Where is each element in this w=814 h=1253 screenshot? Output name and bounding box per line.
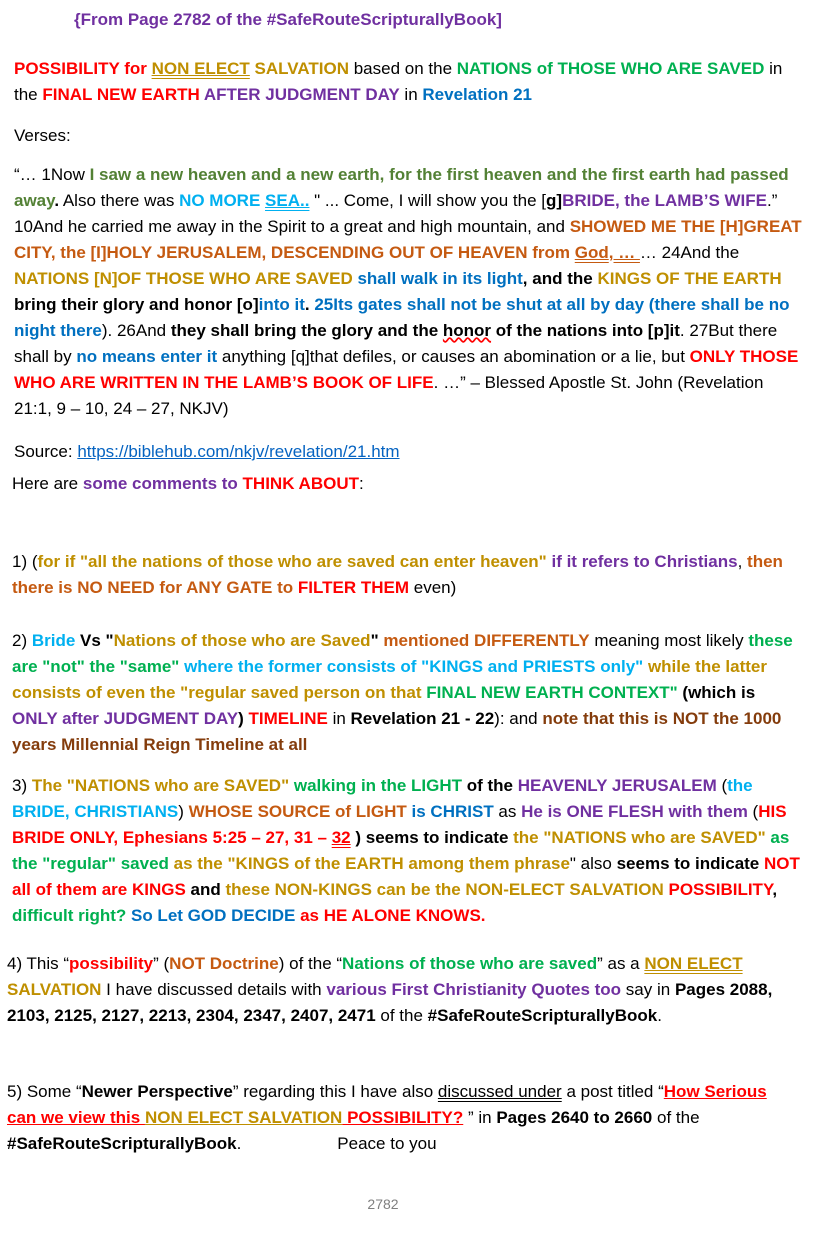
point-part: mentioned DIFFERENTLY [383,631,590,650]
point-part: " also [569,854,617,873]
verse-part: it [669,321,680,340]
point-part: 2) [12,631,32,650]
point-part: 5) Some “ [7,1082,82,1101]
point-part: , [772,880,778,899]
verse-part: BRIDE, the LAMB’S WIFE [562,191,768,210]
point-part: WHOSE SOURCE of LIGHT [188,802,407,821]
point-part: if it refers to Christians [546,552,738,571]
point-part: difficult right? [12,906,131,925]
verse-part: God [574,243,609,262]
verse-part: of the nations into [p] [491,321,670,340]
point-part: HEAVENLY JERUSALEM [517,776,717,795]
verse-part: ONLY THOSE WHO ARE WRITTEN IN THE LAMB’S BOOK OF LIFE [14,347,799,392]
point-part: #SafeRouteScripturallyBook [427,1006,658,1025]
point-part: seems to indicate [365,828,514,847]
point-part: He is ONE FLESH with them [521,802,748,821]
point-part: 4) This “ [7,954,70,973]
point-part: these NON-KINGS can be the NON-ELECT SALVATION [225,880,664,899]
point-part: Pages 2640 to 2660 [496,1108,653,1127]
point-part: Bride [31,631,76,650]
point-part: then there is NO NEED for ANY GATE to [12,552,783,597]
point-part: So Let GOD DECIDE [130,906,296,925]
point-part: The "NATIONS who are SAVED" [31,776,290,795]
title-part: SALVATION [249,59,349,78]
page-number: 2782 [367,1196,399,1212]
point-part: the BRIDE, CHRISTIANS [12,776,753,821]
point-part: even) [409,578,457,597]
point-2 [12,628,802,758]
point-part: ONLY after JUDGMENT DAY [12,709,239,728]
title-part: AFTER JUDGMENT DAY [199,85,400,104]
verse-part: Also there was [59,191,180,210]
point-part: ” ( [153,954,170,973]
point-part: Revelation 21 - 22 [350,709,495,728]
verse-part: . [304,295,315,314]
point-part: say in [621,980,675,999]
point-part: note that this is NOT the 1000 years Millennial Reign Timeline at all [12,709,782,754]
verse-part: anything [q]that defiles, or causes an abomination or a lie, but [217,347,690,366]
title-part: FINAL NEW EARTH [42,85,200,104]
point-5 [7,1079,797,1157]
point-part: ( [716,776,728,795]
point-part: ) [178,802,189,821]
point-part: NOT all of them are KINGS [12,854,800,899]
point-part: #SafeRouteScripturallyBook [7,1134,237,1153]
point-part: FINAL NEW EARTH CONTEXT" [426,683,678,702]
verse-part: shall walk in its light [352,269,523,288]
point-part: a post titled “ [561,1082,664,1101]
point-part: Nations of those who are saved [342,954,598,973]
point-part: NOT Doctrine [169,954,279,973]
verse-part: ). 26And [101,321,171,340]
point-part: Vs " [75,631,114,650]
comments-part: some comments to [82,474,243,493]
point-part: TIMELINE [248,709,328,728]
point-part: in [327,709,351,728]
point-part: NON ELECT SALVATION [144,1108,343,1127]
point-part: Nations of those who are Saved [113,631,371,650]
header-note: {From Page 2782 of the #SafeRouteScripturallyBook] [74,10,502,29]
point-part: ” regarding this I have also [232,1082,438,1101]
point-part: ” as a [597,954,645,973]
point-part: I have discussed details with [101,980,327,999]
verse-part: " ... Come, I will show you the [ [309,191,547,210]
point-1 [12,549,802,601]
verse-part: , … [608,243,640,262]
comments-part: : [359,474,364,493]
point-part: . [657,1006,662,1025]
point-part: as HE ALONE KNOWS. [295,906,486,925]
comments-part: Here are [12,474,83,493]
point-4 [7,951,797,1029]
verse-part: [o] [232,295,259,314]
point-part: NON ELECT [644,954,743,973]
source-link[interactable]: https://biblehub.com/nkjv/revelation/21.htm [77,442,400,461]
title-part: Revelation 21 [422,85,532,104]
point-part: for if "all the nations of those who are saved can enter heaven" [37,552,547,571]
verse-part: “… 1Now [14,165,90,184]
point-part: POSSIBILITY [663,880,773,899]
point-part: 1) ( [12,552,38,571]
point-part: ): and [494,709,543,728]
point-part: FILTER THEM [297,578,410,597]
point-part: of the [462,776,518,795]
verse-part: NO MORE [179,191,266,210]
point-3 [12,773,802,929]
point-part: ( [747,802,759,821]
verse-part: … 24And the [639,243,740,262]
point-part: as [493,802,522,821]
verse-part: . 27But there shall by [14,321,778,366]
verse-part: bring their glory and [14,295,185,314]
point-part: and [185,880,226,899]
verses-label: Verses: [14,126,71,145]
verse-part: and the [527,269,598,288]
title-heading [14,56,804,108]
verse-part: they shall bring the glory and the [170,321,443,340]
point-part: discussed under [437,1082,562,1101]
point-part: ) [238,709,249,728]
title-part: POSSIBILITY for [14,59,152,78]
point-part: Newer Perspective [81,1082,233,1101]
point-part: " [370,631,384,650]
point-part: meaning most likely [589,631,749,650]
point-part: , [737,552,743,571]
verse-quote [14,162,804,422]
point-part: seems to indicate [616,854,764,873]
verse-part: into it [258,295,305,314]
verse-part: g] [546,191,563,210]
point-part: ) [350,828,366,847]
comments-part: THINK ABOUT [242,474,359,493]
verse-part: . …” – Blessed Apostle St. John (Revelation 21:1, 9 – 10, 24 – 27, NKJV) [14,373,764,418]
title-part: in the [14,59,783,104]
point-part: (which is [677,683,756,702]
point-part: various First Christianity Quotes too [326,980,622,999]
verse-part: I saw a new heaven and a new earth, for the first heaven and the first earth had passed away [14,165,789,210]
point-part: Pages 2088, 2103, 2125, 2127, 2213, 2304, 2347, 2407, 2471 [7,980,773,1025]
point-part: . [236,1134,242,1153]
verse-part: 25Its gates shall not be shut at all by day (there shall be no night there [14,295,790,340]
comments-intro [12,471,802,497]
point-part: Peace to you [337,1134,437,1153]
verse-part: NATIONS [N]OF THOSE WHO ARE SAVED [14,269,353,288]
source-label: Source: [14,442,78,461]
point-part: POSSIBILITY? [342,1108,464,1127]
point-part: possibility [69,954,154,973]
verse-part: , [522,269,528,288]
point-part: of the [652,1108,700,1127]
point-part: 32 [331,828,351,847]
source-line [14,439,804,465]
title-part: in [399,85,423,104]
verse-part: SHOWED ME THE [H]GREAT CITY, the [I]HOLY JERUSALEM, DESCENDING OUT OF HEAVEN from [14,217,802,262]
verse-part: .” 10And he carried me away in the Spirit to a great and high mountain, and [14,191,778,236]
verse-part: KINGS OF THE EARTH [597,269,782,288]
point-part: ” in [463,1108,497,1127]
point-part: HIS BRIDE ONLY, Ephesians 5:25 – 27, 31 – [12,802,787,847]
point-part: as the "KINGS of the EARTH among them phrase [168,854,570,873]
point-part: 3) [12,776,32,795]
point-part: while the latter consists of even the "regular saved person on that [12,657,767,702]
point-part: ) of the “ [278,954,343,973]
point-part: the "NATIONS who are SAVED" [513,828,766,847]
point-part: How Serious can we view this [7,1082,767,1127]
title-part: based on the [349,59,457,78]
verse-part: honor [184,295,233,314]
title-part: NON ELECT [151,59,250,78]
point-part: walking in the LIGHT [289,776,462,795]
point-part: SALVATION [7,980,102,999]
point-part: is CHRIST [406,802,494,821]
point-part: as the "regular" saved [12,828,790,873]
title-part: NATIONS of THOSE WHO ARE SAVED [456,59,765,78]
point-part: where the former consists of "KINGS and PRIESTS only" [179,657,644,676]
verse-part: honor [442,321,492,340]
verse-part: . [54,191,60,210]
point-part: of the [375,1006,428,1025]
verse-part: SEA.. [265,191,310,210]
point-part: these are "not" the "same" [12,631,793,676]
verse-part: no means enter it [76,347,218,366]
